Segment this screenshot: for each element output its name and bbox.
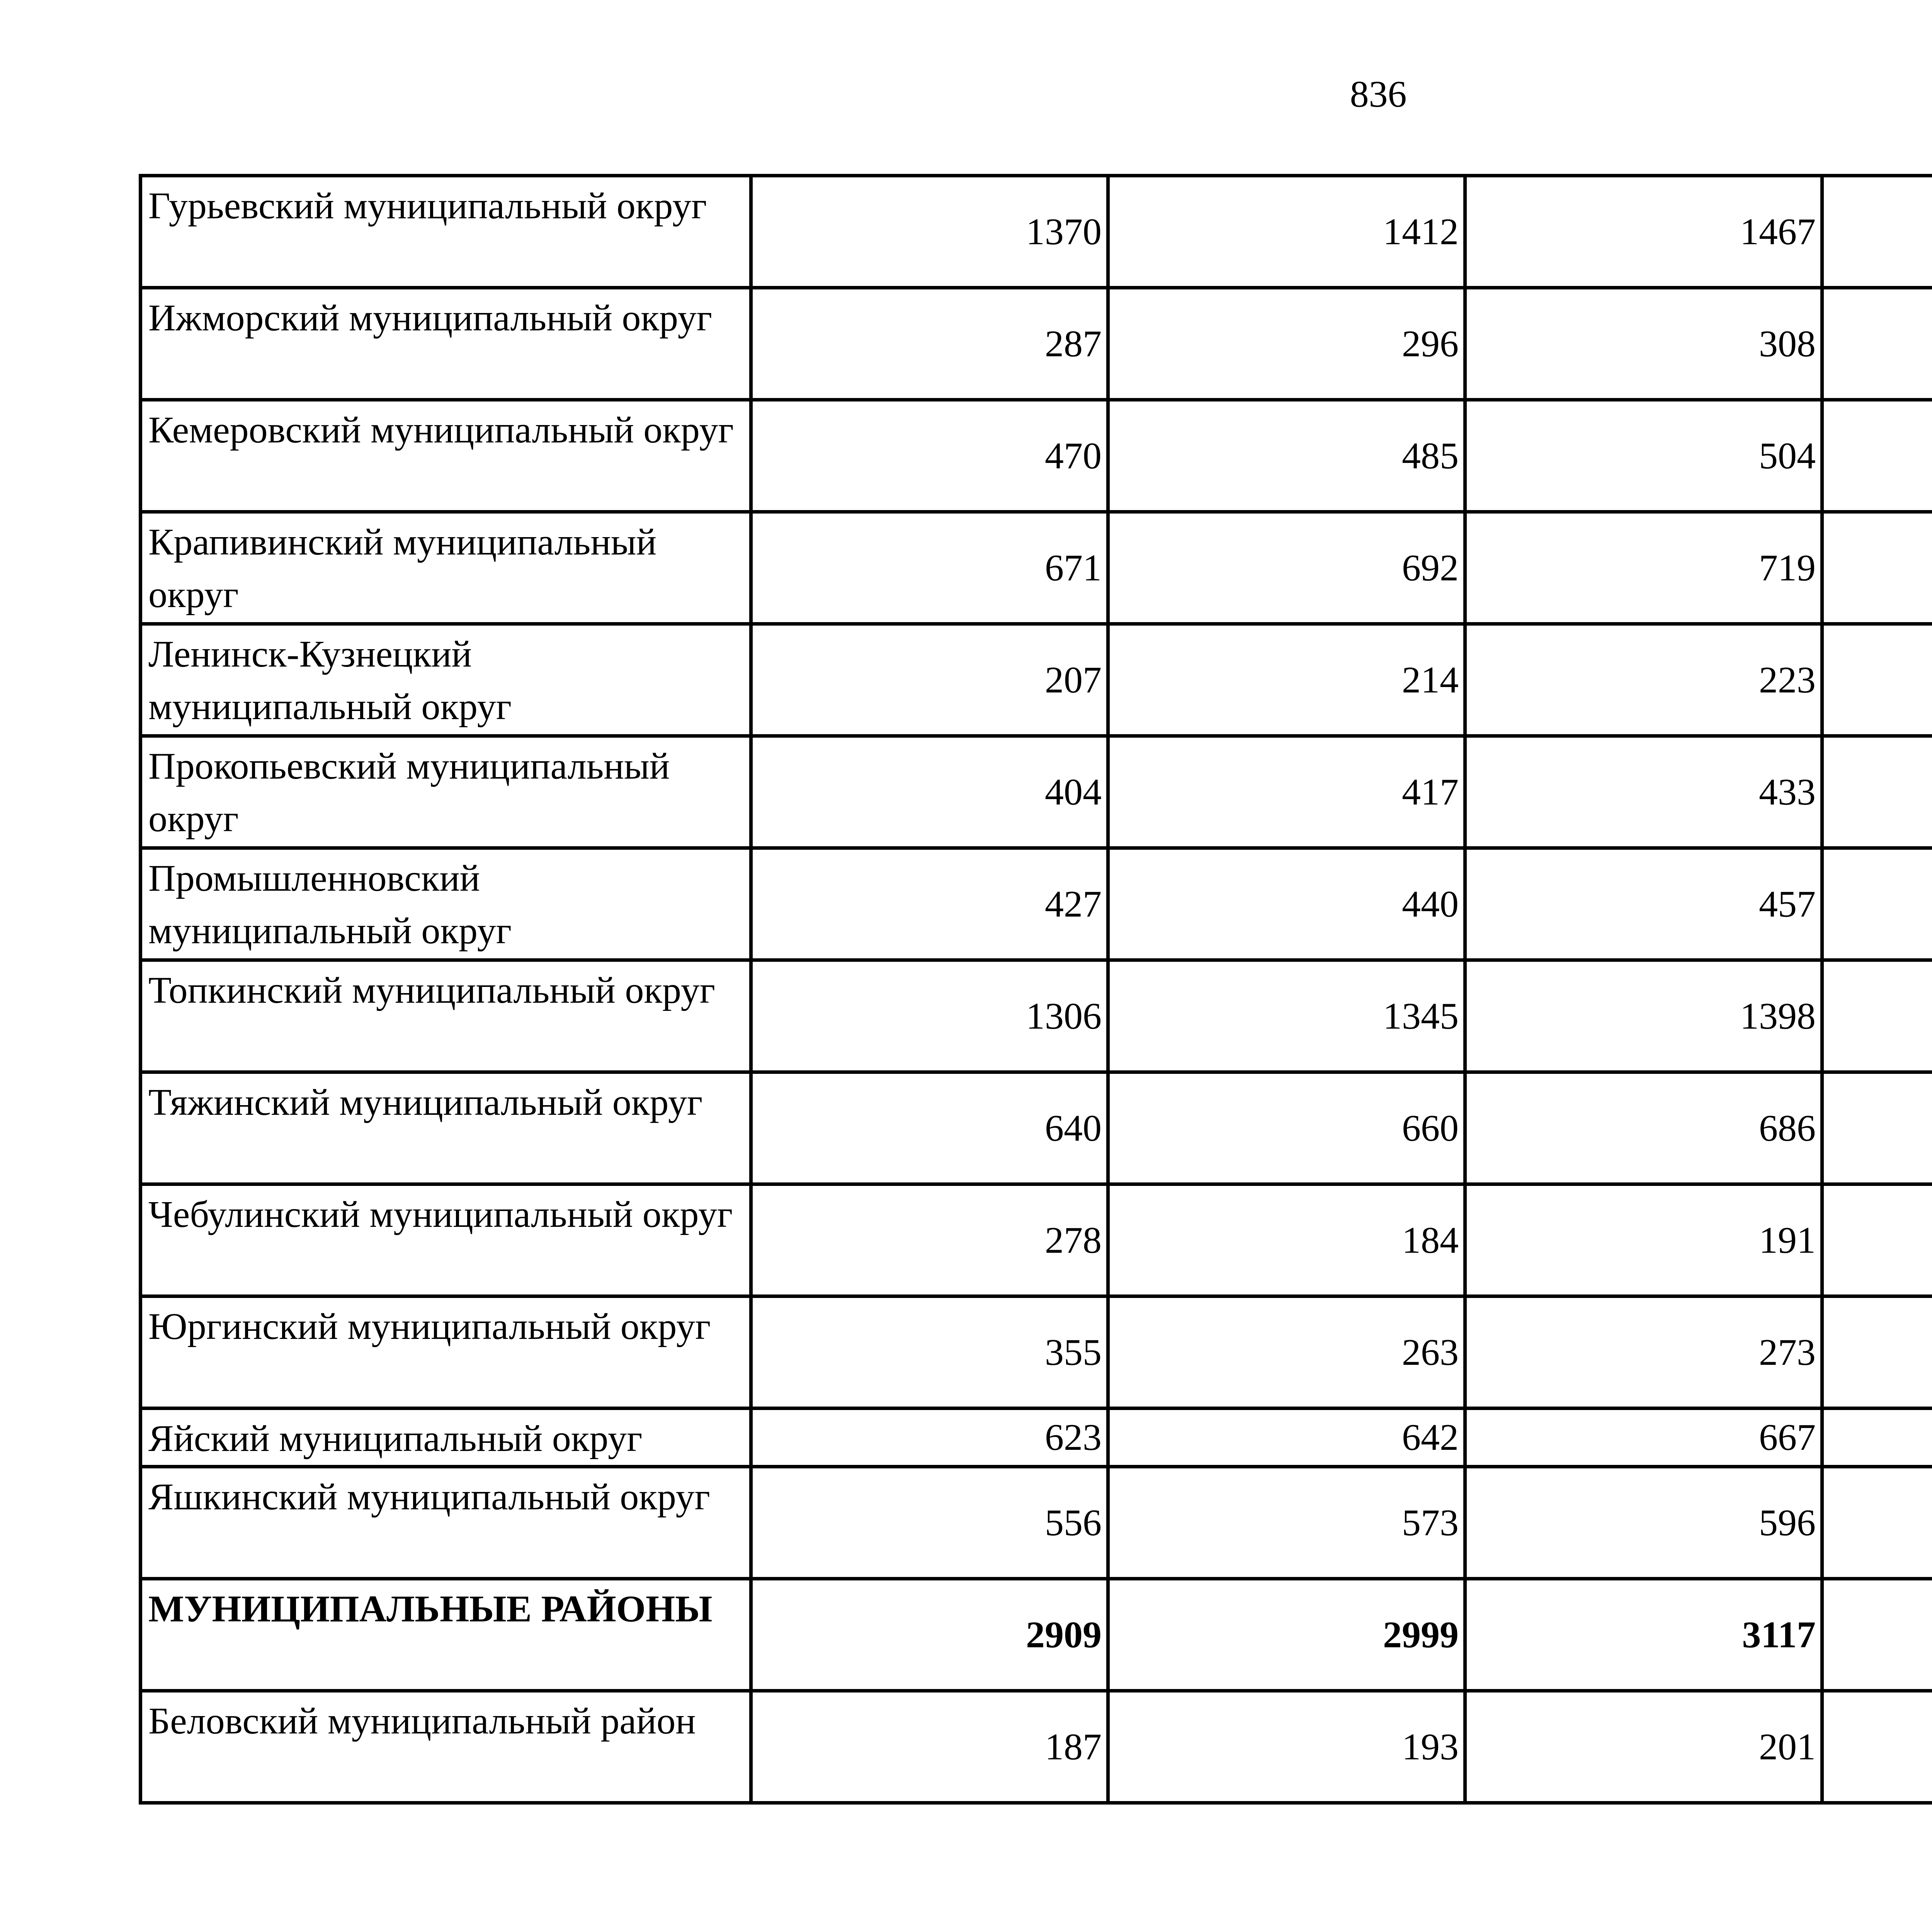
row-name-cell: Чебулинский муниципальный округ <box>141 1184 751 1296</box>
value-cell-col1: 556 <box>751 1467 1108 1579</box>
row-name-cell: Ижморский муниципальный округ <box>141 288 751 400</box>
table-row <box>141 176 1932 288</box>
value-cell-col2: 485 <box>1108 400 1465 512</box>
data-table <box>139 174 1932 1805</box>
table-row <box>141 1467 1932 1579</box>
value-cell-col1: 2909 <box>751 1579 1108 1691</box>
value-cell-col2: 417 <box>1108 736 1465 848</box>
value-cell-col2: 1412 <box>1108 176 1465 288</box>
value-cell-col3: 457 <box>1465 848 1822 960</box>
row-name-cell: Яйский муниципальный округ <box>141 1408 751 1467</box>
value-cell-col3: 1398 <box>1465 960 1822 1072</box>
value-cell-col1: 278 <box>751 1184 1108 1296</box>
row-name-cell: Крапивинский муниципальный округ <box>141 512 751 624</box>
value-cell-col4 <box>1822 1184 1932 1296</box>
value-cell-col2: 2999 <box>1108 1579 1465 1691</box>
value-cell-col3: 596 <box>1465 1467 1822 1579</box>
row-name-cell: МУНИЦИПАЛЬНЫЕ РАЙОНЫ <box>141 1579 751 1691</box>
value-cell-col3: 223 <box>1465 624 1822 736</box>
value-cell-col1: 470 <box>751 400 1108 512</box>
value-cell-col3: 686 <box>1465 1072 1822 1184</box>
value-cell-col2: 263 <box>1108 1296 1465 1408</box>
value-cell-col3: 308 <box>1465 288 1822 400</box>
value-cell-col4 <box>1822 176 1932 288</box>
value-cell-col1: 1370 <box>751 176 1108 288</box>
value-cell-col3: 667 <box>1465 1408 1822 1467</box>
value-cell-col2: 184 <box>1108 1184 1465 1296</box>
value-cell-col4 <box>1822 736 1932 848</box>
value-cell-col2: 692 <box>1108 512 1465 624</box>
value-cell-col1: 355 <box>751 1296 1108 1408</box>
row-name-cell: Промышленновский муниципальный округ <box>141 848 751 960</box>
row-name-cell: Беловский муниципальный район <box>141 1691 751 1803</box>
value-cell-col2: 193 <box>1108 1691 1465 1803</box>
value-cell-col2: 660 <box>1108 1072 1465 1184</box>
table-row <box>141 736 1932 848</box>
table-row <box>141 1296 1932 1408</box>
value-cell-col2: 1345 <box>1108 960 1465 1072</box>
value-cell-col4 <box>1822 1691 1932 1803</box>
table-body <box>141 176 1932 1803</box>
value-cell-col3: 201 <box>1465 1691 1822 1803</box>
row-name-cell: Топкинский муниципальный округ <box>141 960 751 1072</box>
value-cell-col4 <box>1822 1408 1932 1467</box>
value-cell-col3: 191 <box>1465 1184 1822 1296</box>
row-name-cell: Ленинск-Кузнецкий муниципальный округ <box>141 624 751 736</box>
value-cell-col3: 433 <box>1465 736 1822 848</box>
table-row <box>141 1408 1932 1467</box>
value-cell-col1: 671 <box>751 512 1108 624</box>
value-cell-col2: 440 <box>1108 848 1465 960</box>
value-cell-col3: 719 <box>1465 512 1822 624</box>
value-cell-col2: 296 <box>1108 288 1465 400</box>
row-name-cell: Тяжинский муниципальный округ <box>141 1072 751 1184</box>
value-cell-col1: 1306 <box>751 960 1108 1072</box>
value-cell-col4 <box>1822 960 1932 1072</box>
value-cell-col1: 640 <box>751 1072 1108 1184</box>
value-cell-col4 <box>1822 1072 1932 1184</box>
value-cell-col4 <box>1822 512 1932 624</box>
table-row <box>141 400 1932 512</box>
value-cell-col4 <box>1822 1296 1932 1408</box>
page-number: 836 <box>1350 73 1407 115</box>
value-cell-col3: 3117 <box>1465 1579 1822 1691</box>
row-name-cell: Гурьевский муниципальный округ <box>141 176 751 288</box>
value-cell-col4 <box>1822 1579 1932 1691</box>
value-cell-col1: 427 <box>751 848 1108 960</box>
value-cell-col1: 404 <box>751 736 1108 848</box>
value-cell-col4 <box>1822 624 1932 736</box>
value-cell-col4 <box>1822 288 1932 400</box>
table-row <box>141 1184 1932 1296</box>
value-cell-col2: 573 <box>1108 1467 1465 1579</box>
value-cell-col2: 642 <box>1108 1408 1465 1467</box>
row-name-cell: Юргинский муниципальный округ <box>141 1296 751 1408</box>
value-cell-col1: 287 <box>751 288 1108 400</box>
value-cell-col1: 623 <box>751 1408 1108 1467</box>
value-cell-col3: 1467 <box>1465 176 1822 288</box>
table-row <box>141 1072 1932 1184</box>
table-row <box>141 512 1932 624</box>
row-name-cell: Яшкинский муниципальный округ <box>141 1467 751 1579</box>
value-cell-col4 <box>1822 1467 1932 1579</box>
row-name-cell: Прокопьевский муниципальный округ <box>141 736 751 848</box>
table-row-total <box>141 1579 1932 1691</box>
value-cell-col3: 273 <box>1465 1296 1822 1408</box>
value-cell-col4 <box>1822 848 1932 960</box>
table-row <box>141 960 1932 1072</box>
table-row <box>141 1691 1932 1803</box>
value-cell-col3: 504 <box>1465 400 1822 512</box>
value-cell-col1: 187 <box>751 1691 1108 1803</box>
table-row <box>141 624 1932 736</box>
table-row <box>141 288 1932 400</box>
value-cell-col2: 214 <box>1108 624 1465 736</box>
value-cell-col1: 207 <box>751 624 1108 736</box>
value-cell-col4 <box>1822 400 1932 512</box>
table-row <box>141 848 1932 960</box>
row-name-cell: Кемеровский муниципальный округ <box>141 400 751 512</box>
